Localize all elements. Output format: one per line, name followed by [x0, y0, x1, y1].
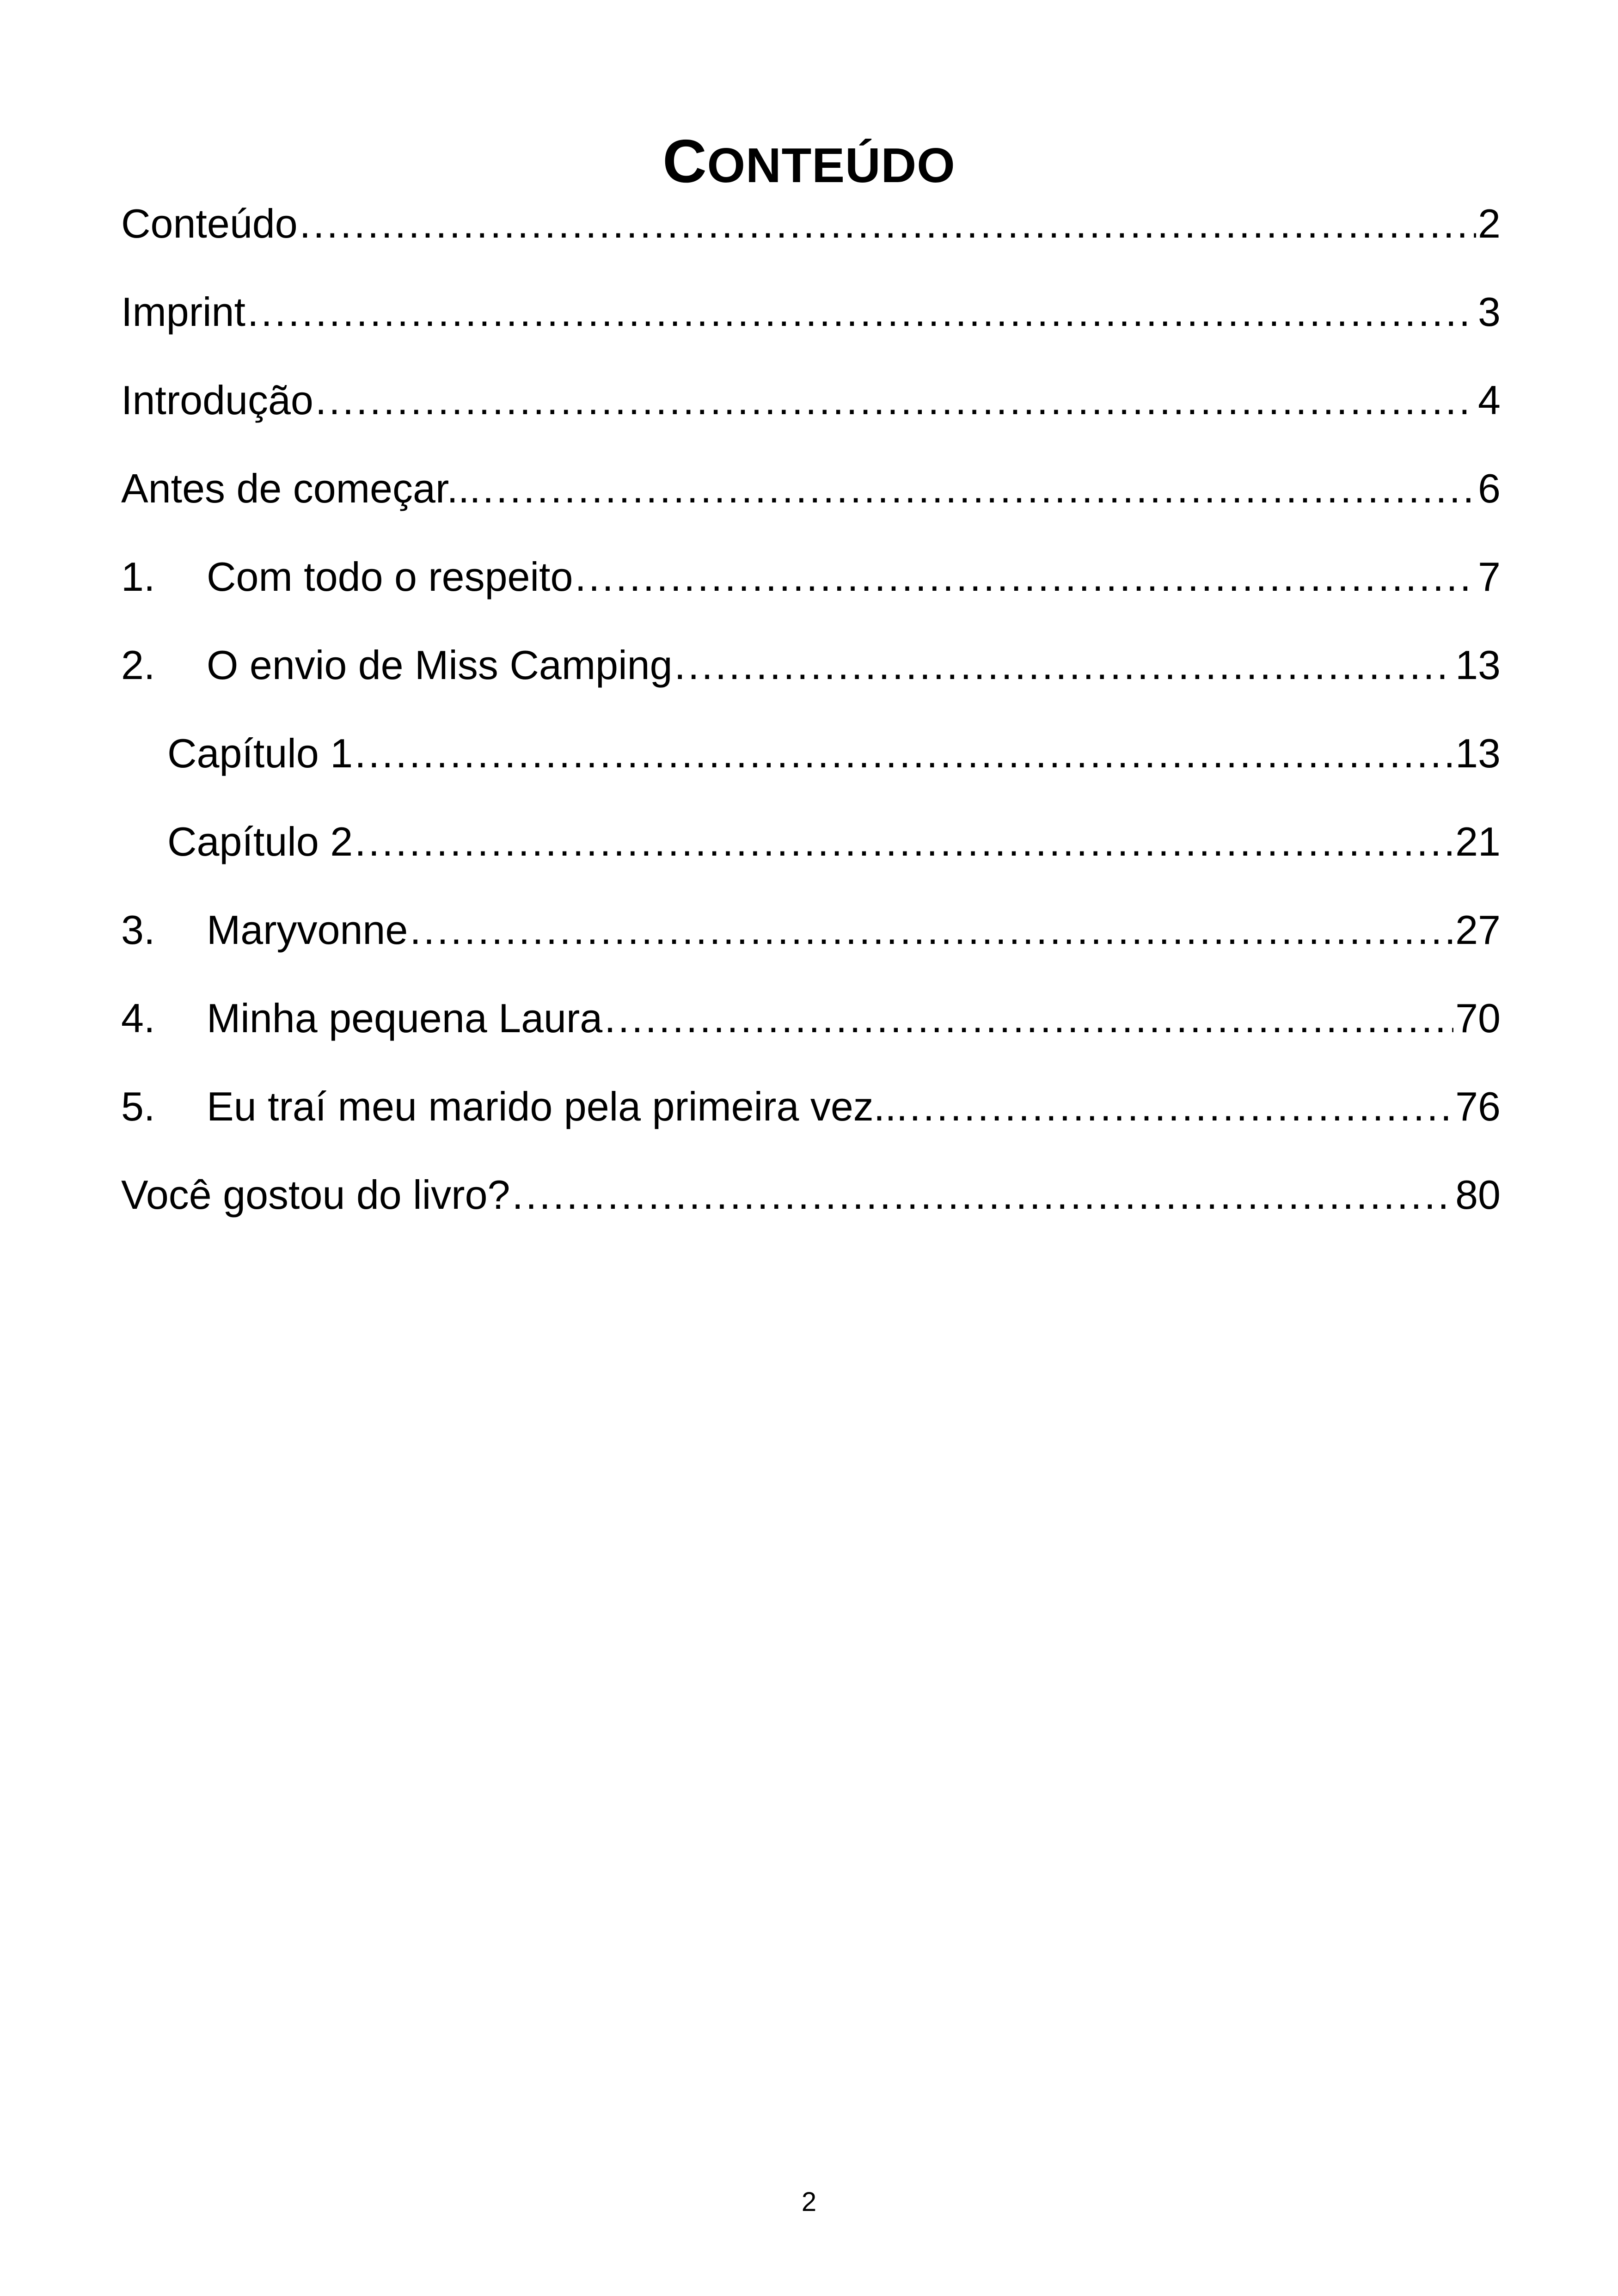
toc-entry-label: Capítulo 2: [167, 821, 353, 864]
page-number: 2: [801, 2187, 817, 2217]
toc-entry-voce-gostou[interactable]: [121, 1175, 1501, 1263]
toc-entry-page: 27: [1455, 910, 1501, 953]
toc-entry-number: 1.: [121, 557, 155, 600]
toc-leader-dots: [512, 1175, 1453, 1215]
toc-entry-label: Eu traí meu marido pela primeira vez...: [207, 1086, 908, 1129]
toc-leader-dots: [300, 203, 1476, 244]
toc-leader-dots: [247, 292, 1476, 332]
toc-entry-page: 80: [1455, 1175, 1501, 1218]
toc-entry-page: 21: [1455, 821, 1501, 864]
table-of-contents: [121, 203, 1501, 1263]
toc-leader-dots: [909, 1086, 1453, 1127]
toc-entry-label: O envio de Miss Camping: [207, 645, 673, 688]
toc-leader-dots: [674, 645, 1454, 686]
toc-entry-chapter-2[interactable]: [121, 645, 1501, 733]
toc-leader-dots: [575, 557, 1476, 597]
toc-entry-label: Minha pequena Laura: [207, 998, 603, 1041]
toc-entry-capitulo-1[interactable]: [121, 733, 1501, 821]
toc-entry-number: 4.: [121, 998, 155, 1041]
toc-entry-page: 6: [1478, 468, 1501, 511]
toc-entry-chapter-5[interactable]: [121, 1086, 1501, 1175]
toc-entry-page: 2: [1478, 203, 1501, 246]
toc-entry-label: Imprint: [121, 292, 245, 335]
title-first-letter: C: [662, 127, 707, 196]
toc-entry-label: Maryvonne: [207, 910, 408, 953]
toc-leader-dots: [483, 468, 1476, 509]
toc-entry-label: Você gostou do livro?: [121, 1175, 510, 1218]
toc-leader-dots: [355, 821, 1453, 862]
toc-entry-page: 76: [1455, 1086, 1501, 1129]
toc-entry-chapter-1[interactable]: [121, 557, 1501, 645]
toc-entry-page: 4: [1478, 380, 1501, 423]
toc-entry-antes-de-comecar[interactable]: [121, 468, 1501, 557]
toc-entry-imprint[interactable]: [121, 292, 1501, 380]
toc-entry-introducao[interactable]: [121, 380, 1501, 468]
toc-entry-label: Conteúdo: [121, 203, 298, 246]
toc-leader-dots: [315, 380, 1476, 421]
toc-entry-label: Introdução: [121, 380, 313, 423]
toc-entry-number: 2.: [121, 645, 155, 688]
toc-entry-capitulo-2[interactable]: [121, 821, 1501, 910]
toc-entry-page: 3: [1478, 292, 1501, 335]
toc-entry-page: 70: [1455, 998, 1501, 1041]
title-rest: ONTEÚDO: [707, 138, 956, 193]
toc-entry-label: Antes de começar...: [121, 468, 481, 511]
toc-leader-dots: [355, 733, 1453, 774]
toc-entry-page: 7: [1478, 557, 1501, 600]
toc-entry-label: Capítulo 1: [167, 733, 353, 776]
toc-entry-page: 13: [1455, 645, 1501, 688]
toc-entry-number: 3.: [121, 910, 155, 953]
toc-leader-dots: [604, 998, 1453, 1039]
toc-entry-chapter-3[interactable]: [121, 910, 1501, 998]
page-title: [0, 127, 1618, 196]
toc-entry-label: Com todo o respeito: [207, 557, 573, 600]
toc-entry-page: 13: [1455, 733, 1501, 776]
toc-entry-number: 5.: [121, 1086, 155, 1129]
toc-entry-chapter-4[interactable]: [121, 998, 1501, 1086]
toc-entry-conteudo[interactable]: [121, 203, 1501, 292]
toc-leader-dots: [410, 910, 1453, 950]
